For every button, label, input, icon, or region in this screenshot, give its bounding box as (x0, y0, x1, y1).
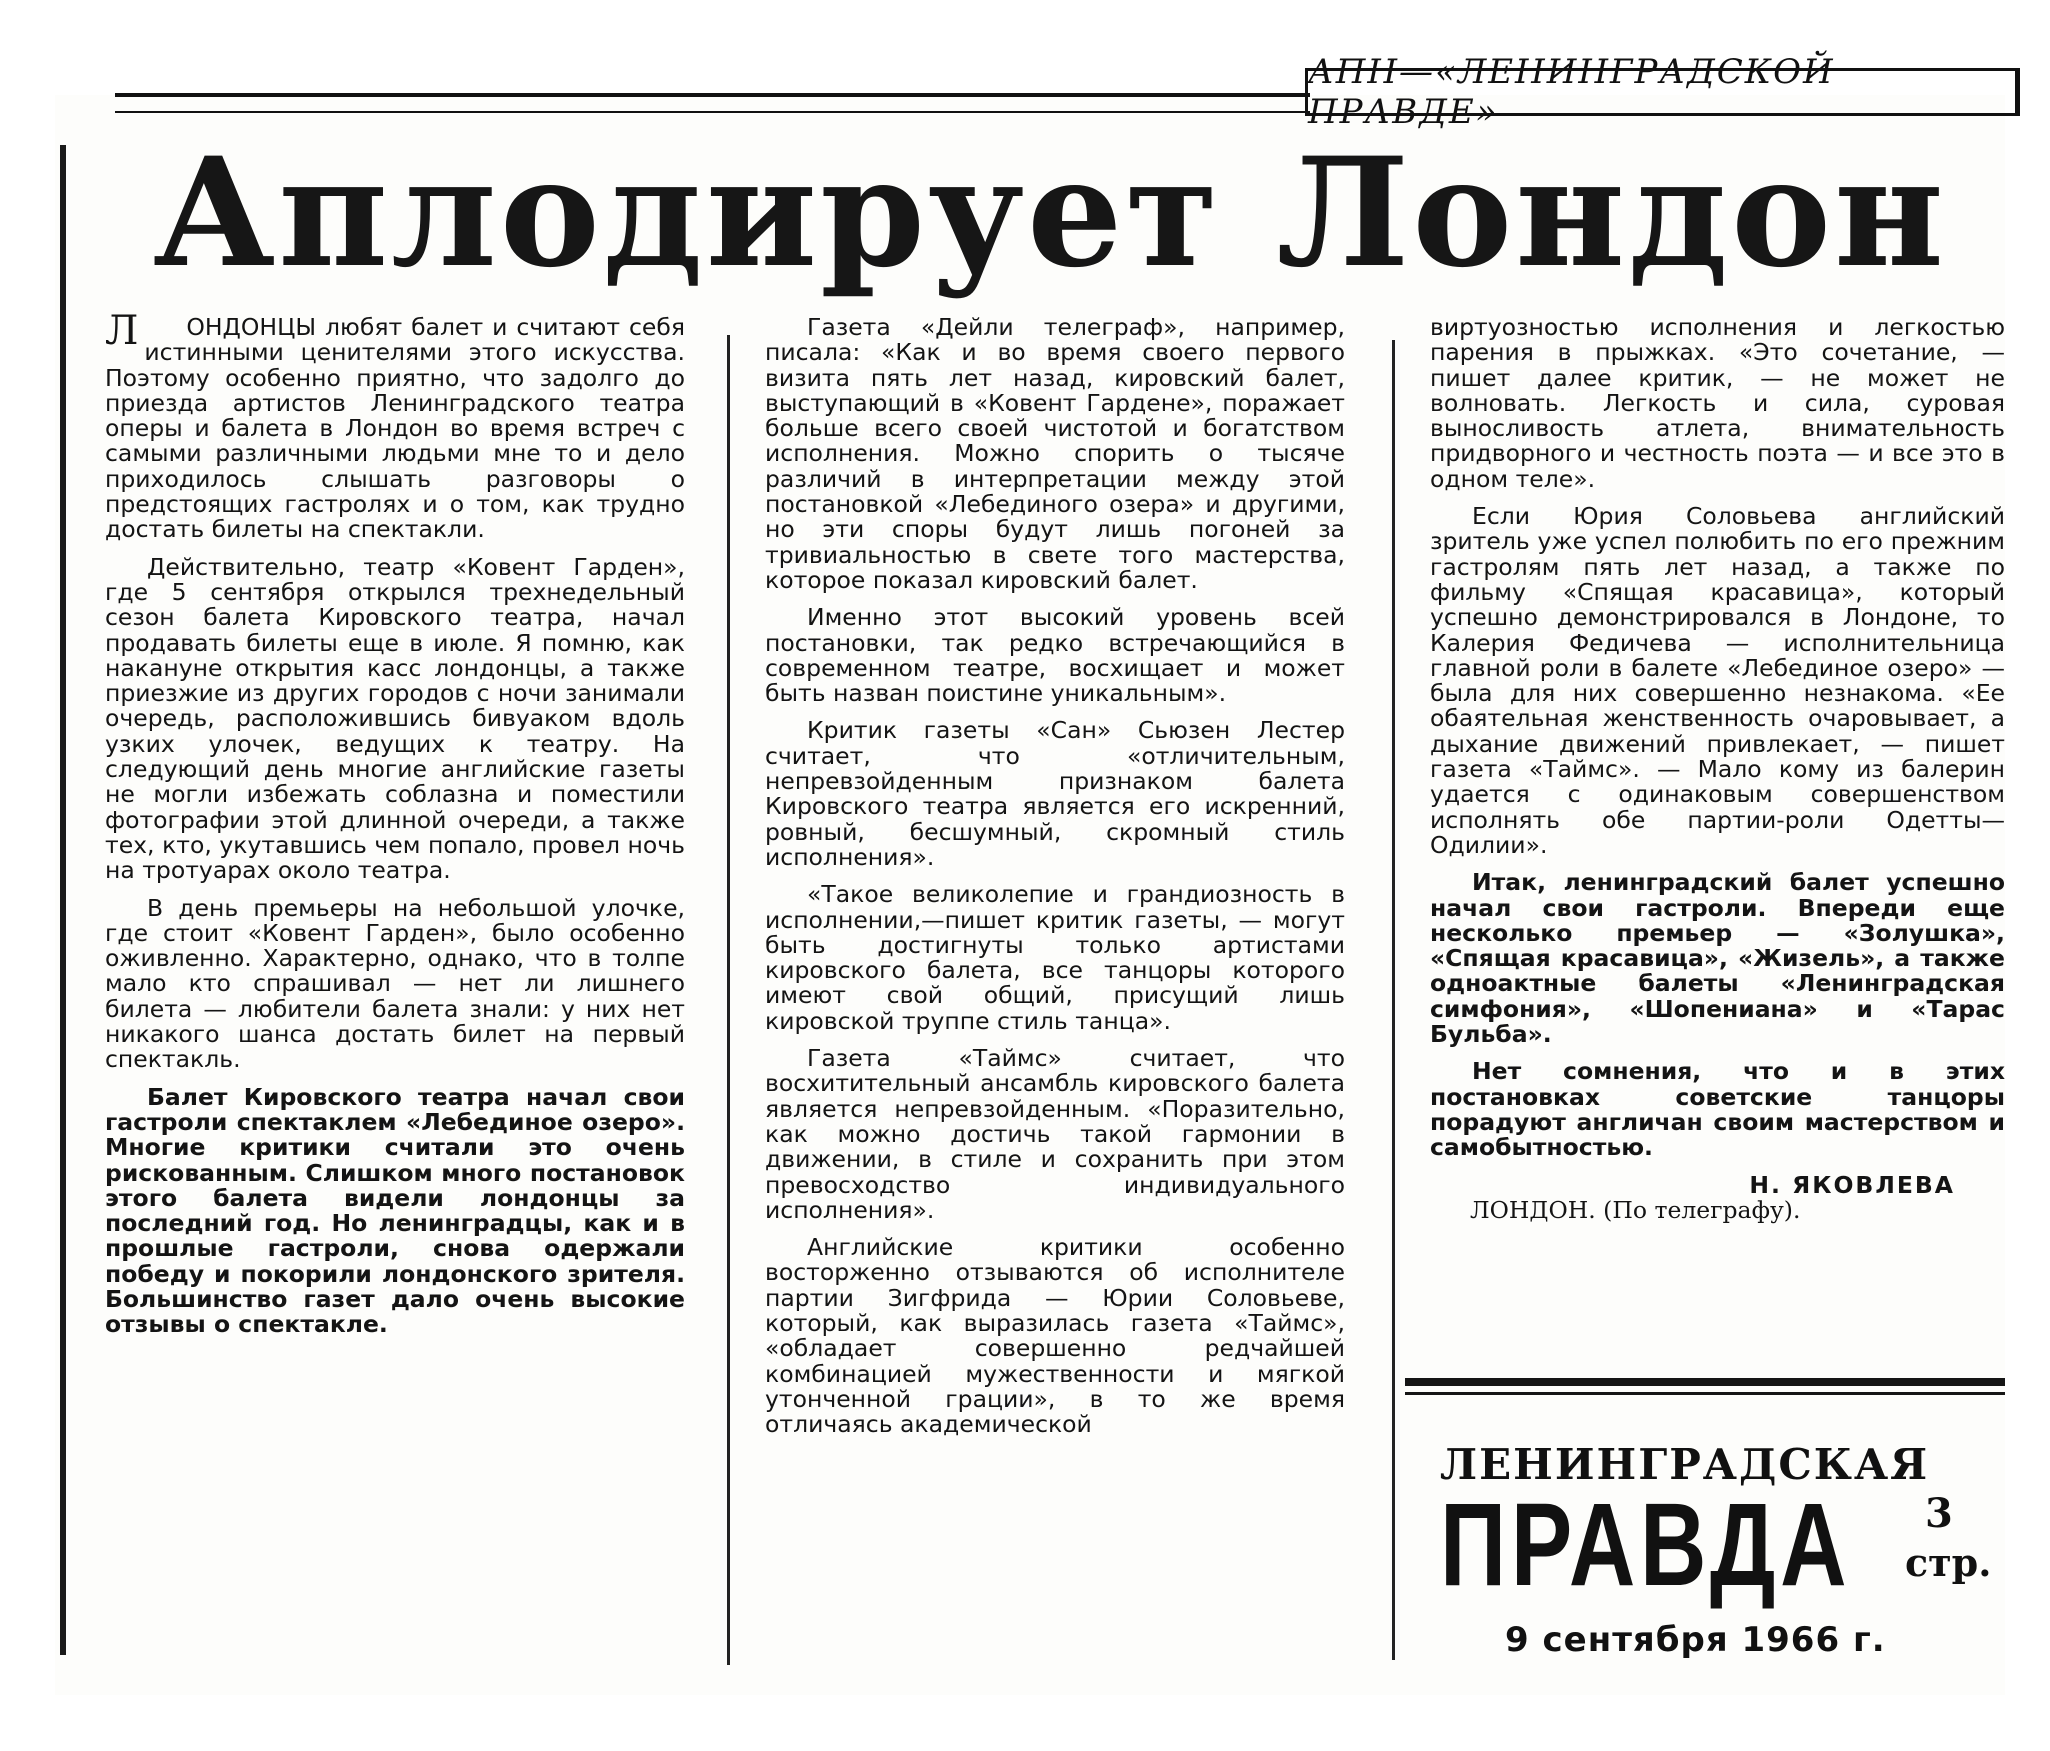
paragraph: Газета «Таймс» считает, что восхитительный ансамбль кировского балета является непревзойденным. «Поразительно, как можно достичь такой гармонии в движении, в стиле и сохранить при этом превосходство индивидуального исполнения». (765, 1044, 1345, 1224)
paragraph (105, 308, 685, 544)
issue-date: 9 сентября 1966 г. (1505, 1620, 1886, 1660)
paragraph: «Такое великолепие и грандиозность в исполнении,—пишет критик газеты, — могут быть достигнуты только артистами кировского балета, все танцоры которого имеют свой общий, присущий лишь кировской труппе стиль танца». (765, 880, 1345, 1035)
column-divider (727, 335, 730, 1665)
article-column-1 (105, 308, 685, 1350)
column-divider (1392, 340, 1395, 1660)
paragraph: Именно этот высокий уровень всей постановки, так редко встречающийся в современном театре, восхищает и может быть назван поистине уникальным». (765, 603, 1345, 708)
lead-word: ОНДОНЦЫ (186, 313, 317, 341)
article-column-3 (1430, 315, 2005, 1223)
paragraph: Газета «Дейли телеграф», например, писала: «Как и во время своего первого визита пять лет назад, кировский балет, выступающий в «Ковент Гардене», поражает больше всего своей чистотой и богатством исполнения. Можно спорить о тысяче различий в интерпретации между этой постановкой «Лебединого озера» и другими, но эти споры будут лишь погоней за тривиальностью в свете того мастерства, которое показал кировский балет. (765, 313, 1345, 594)
paragraph: Критик газеты «Сан» Сьюзен Лестер считает, что «отличительным, непревзойденным признаком балета Кировского театра является его искренний, ровный, бесшумный, скромный стиль исполнения». (765, 716, 1345, 871)
paragraph-text: любят балет и считают себя истинными ценителями этого искусства. Поэтому особенно приятно, что задолго до приезда артистов Ленинградского театра оперы и балета в Лондон во время встреч с самыми различными людьми мне то и дело приходилось слышать разговоры о предстоящих гастролях и о том, как трудно достать билеты на спектакли. (105, 313, 685, 544)
paragraph: Если Юрия Соловьева английский зритель уже успел полюбить по его прежним гастролям пять лет назад, а также по фильму «Спящая красавица», который успешно демонстрировался в Лондоне, то Калерия Федичева — исполнительница главной роли в балете «Лебединое озеро» — была для них совершенно незнакома. «Ее обаятельная женственность очаровывает, а дыхание движений привлекает, — пишет газета «Таймс». — Мало кому из балерин удается с одинаковым совершенством исполнять обе партии-роли Одетты—Одилии». (1430, 502, 2005, 859)
paragraph: Итак, ленинградский балет успешно начал свои гастроли. Впереди еще несколько премьер — «Золушка», «Спящая красавица», «Жизель», а также одноактные балеты «Ленинградская симфония», «Шопениана» и «Тарас Бульба». (1430, 868, 2005, 1049)
paragraph: Действительно, театр «Ковент Гарден», где 5 сентября открылся трехнедельный сезон балета Кировского театра, начал продавать билеты еще в июле. Я помню, как накануне открытия касс лондонцы, а также приезжие из других городов с ночи занимали очередь, расположившись бивуаком вдоль узких улочек, ведущих к театру. На следующий день многие английские газеты не могли избежать соблазна и поместили фотографии этой длинной очереди, а также тех, кто, укутавшись чем попало, провел ночь на тротуарах около театра. (105, 552, 685, 885)
masthead-rule-thin (1405, 1392, 2005, 1395)
page-number: 3 (1925, 1490, 1953, 1537)
top-rule (115, 93, 1310, 113)
left-margin-rule (60, 145, 66, 1655)
masthead-title-line1: ЛЕНИНГРАДСКАЯ (1440, 1440, 1930, 1489)
article-column-2 (765, 315, 1345, 1449)
paragraph: В день премьеры на небольшой улочке, где стоит «Ковент Гарден», было особенно оживленно. Характерно, однако, что в толпе мало кто спрашивал — нет ли лишнего билета — любители балета знали: у них нет никакого шанса достать билет на первый спектакль. (105, 893, 685, 1074)
paragraph: Нет сомнения, что и в этих постановках советские танцоры порадуют англичан своим мастерством и самобытностью. (1430, 1057, 2005, 1162)
paragraph: Английские критики особенно восторженно отзываются об исполнителе партии Зигфрида — Юрии Соловьеве, который, как выразилась газета «Таймс», «обладает совершенно редчайшей комбинацией мужественности и мягкой утонченной грации», в то же время отличаясь академической (765, 1233, 1345, 1439)
drop-cap: Л (105, 308, 139, 354)
rubric-label: АПН—«ЛЕНИНГРАДСКОЙ ПРАВДЕ» (1305, 68, 2020, 116)
page-label: стр. (1905, 1540, 1992, 1585)
masthead-rule (1405, 1378, 2005, 1386)
paragraph: виртуозностью исполнения и легкостью парения в прыжках. «Это сочетание, — пишет далее критик, — не может не волновать. Легкость и сила, суровая выносливость атлета, внимательность придворного и честность поэта — и все это в одном теле». (1430, 313, 2005, 493)
paragraph: Балет Кировского театра начал свои гастроли спектаклем «Лебединое озеро». Многие критики считали это очень рискованным. Слишком много постановок этого балета видели лондонцы за последний год. Но ленинградцы, как и в прошлые гастроли, снова одержали победу и покорили лондонского зрителя. Большинство газет дало очень высокие отзывы о спектакле. (105, 1082, 685, 1339)
article-headline: Аплодирует Лондон (153, 125, 1947, 301)
masthead-title-line2: ПРАВДА (1440, 1479, 1852, 1611)
dateline: ЛОНДОН. (По телеграфу). (1470, 1195, 1801, 1224)
author-signature: Н. ЯКОВЛЕВА (1749, 1170, 1955, 1199)
